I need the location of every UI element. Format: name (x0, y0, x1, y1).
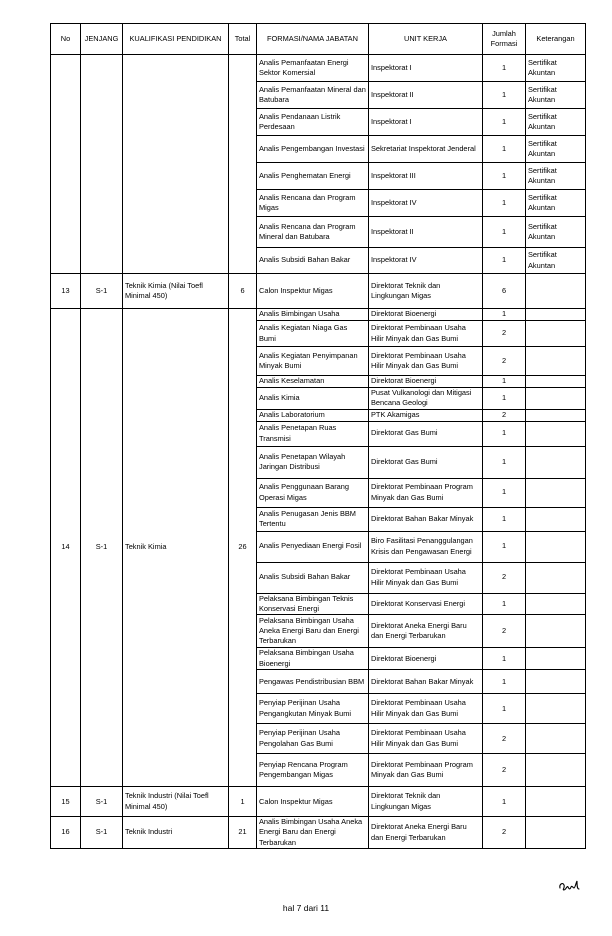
cell-keterangan: Sertifikat Akuntan (526, 136, 586, 163)
cell-jenjang (81, 55, 123, 274)
cell-keterangan: Sertifikat Akuntan (526, 248, 586, 274)
cell-keterangan (526, 670, 586, 694)
cell-keterangan (526, 615, 586, 648)
cell-jumlah: 2 (483, 321, 526, 347)
cell-keterangan (526, 694, 586, 724)
cell-jabatan: Analis Penetapan Wilayah Jaringan Distribusi (257, 446, 369, 478)
cell-unit: Inspektorat IV (369, 248, 483, 274)
table-row (51, 817, 586, 849)
cell-keterangan (526, 787, 586, 817)
cell-jabatan: Analis Pemanfaatan Mineral dan Batubara (257, 82, 369, 109)
cell-keterangan (526, 507, 586, 531)
cell-jumlah: 1 (483, 670, 526, 694)
cell-jumlah: 1 (483, 190, 526, 217)
cell-jumlah: 2 (483, 817, 526, 849)
cell-jumlah: 2 (483, 347, 526, 376)
cell-jabatan: Analis Laboratorium (257, 409, 369, 421)
cell-jumlah: 1 (483, 531, 526, 562)
cell-keterangan: Sertifikat Akuntan (526, 190, 586, 217)
cell-unit: Inspektorat III (369, 163, 483, 190)
cell-jabatan: Analis Rencana dan Program Mineral dan Batubara (257, 217, 369, 248)
cell-keterangan (526, 321, 586, 347)
cell-jumlah: 1 (483, 82, 526, 109)
header-formasi: FORMASI/NAMA JABATAN (257, 24, 369, 55)
cell-unit: Direktorat Konservasi Energi (369, 593, 483, 615)
cell-jabatan: Analis Pemanfaatan Energi Sektor Komersial (257, 55, 369, 82)
cell-unit: Direktorat Teknik dan Lingkungan Migas (369, 787, 483, 817)
cell-unit: Direktorat Pembinaan Program Minyak dan Gas Bumi (369, 754, 483, 787)
cell-jumlah: 1 (483, 694, 526, 724)
cell-jumlah: 2 (483, 724, 526, 754)
cell-jumlah: 1 (483, 248, 526, 274)
cell-jabatan: Analis Kegiatan Niaga Gas Bumi (257, 321, 369, 347)
cell-jabatan: Analis Bimbingan Usaha Aneka Energi Baru dan Energi Terbarukan (257, 817, 369, 849)
cell-jabatan: Analis Kegiatan Penyimpanan Minyak Bumi (257, 347, 369, 376)
cell-jabatan: Penyiap Rencana Program Pengembangan Migas (257, 754, 369, 787)
header-no: No (51, 24, 81, 55)
cell-jabatan: Analis Penghematan Energi (257, 163, 369, 190)
cell-unit: Biro Fasilitasi Penanggulangan Krisis dan Pengawasan Energi (369, 531, 483, 562)
header-unit: UNIT KERJA (369, 24, 483, 55)
cell-keterangan (526, 388, 586, 410)
cell-total (229, 55, 257, 274)
cell-jumlah: 6 (483, 274, 526, 309)
cell-no: 13 (51, 274, 81, 309)
cell-unit: Direktorat Bahan Bakar Minyak (369, 507, 483, 531)
cell-keterangan: Sertifikat Akuntan (526, 163, 586, 190)
cell-unit: Inspektorat I (369, 109, 483, 136)
cell-jenjang: S-1 (81, 787, 123, 817)
cell-keterangan: Sertifikat Akuntan (526, 109, 586, 136)
header-total: Total (229, 24, 257, 55)
cell-unit: Direktorat Gas Bumi (369, 421, 483, 446)
cell-keterangan (526, 724, 586, 754)
cell-unit: Direktorat Pembinaan Usaha Hilir Minyak dan Gas Bumi (369, 321, 483, 347)
cell-kualifikasi: Teknik Industri (123, 817, 229, 849)
cell-keterangan (526, 817, 586, 849)
cell-jumlah: 2 (483, 615, 526, 648)
cell-jenjang: S-1 (81, 817, 123, 849)
cell-unit: Inspektorat II (369, 82, 483, 109)
cell-no: 16 (51, 817, 81, 849)
cell-keterangan (526, 376, 586, 388)
cell-unit: Direktorat Bioenergi (369, 376, 483, 388)
cell-jabatan: Calon Inspektur Migas (257, 787, 369, 817)
formasi-table (50, 23, 586, 849)
cell-keterangan (526, 593, 586, 615)
cell-jabatan: Analis Keselamatan (257, 376, 369, 388)
cell-unit: Pusat Vulkanologi dan Mitigasi Bencana Geologi (369, 388, 483, 410)
cell-jabatan: Analis Penugasan Jenis BBM Tertentu (257, 507, 369, 531)
cell-jabatan: Analis Penyediaan Energi Fosil (257, 531, 369, 562)
cell-jabatan: Analis Rencana dan Program Migas (257, 190, 369, 217)
cell-jumlah: 1 (483, 163, 526, 190)
cell-jumlah: 2 (483, 562, 526, 593)
cell-unit: Direktorat Bahan Bakar Minyak (369, 670, 483, 694)
cell-keterangan (526, 648, 586, 670)
cell-unit: Direktorat Pembinaan Usaha Hilir Minyak dan Gas Bumi (369, 562, 483, 593)
header-row (51, 24, 586, 55)
cell-total: 1 (229, 787, 257, 817)
cell-keterangan (526, 446, 586, 478)
cell-kualifikasi: Teknik Kimia (123, 309, 229, 787)
cell-jabatan: Analis Penetapan Ruas Transmisi (257, 421, 369, 446)
cell-total: 6 (229, 274, 257, 309)
cell-keterangan (526, 347, 586, 376)
cell-jumlah: 1 (483, 309, 526, 321)
cell-jumlah: 1 (483, 217, 526, 248)
cell-jabatan: Analis Pengembangan Investasi (257, 136, 369, 163)
cell-jumlah: 1 (483, 446, 526, 478)
cell-jumlah: 1 (483, 376, 526, 388)
cell-keterangan: Sertifikat Akuntan (526, 217, 586, 248)
cell-jabatan: Analis Subsidi Bahan Bakar (257, 562, 369, 593)
table-row (51, 274, 586, 309)
cell-unit: Direktorat Bioenergi (369, 648, 483, 670)
cell-jumlah: 1 (483, 648, 526, 670)
cell-jabatan: Calon Inspektur Migas (257, 274, 369, 309)
cell-keterangan (526, 409, 586, 421)
cell-keterangan (526, 531, 586, 562)
cell-jabatan: Penyiap Perijinan Usaha Pengangkutan Minyak Bumi (257, 694, 369, 724)
cell-total: 26 (229, 309, 257, 787)
cell-jumlah: 1 (483, 55, 526, 82)
cell-jumlah: 1 (483, 593, 526, 615)
cell-kualifikasi: Teknik Industri (Nilai Toefl Minimal 450) (123, 787, 229, 817)
cell-jumlah: 1 (483, 421, 526, 446)
header-kualifikasi: KUALIFIKASI PENDIDIKAN (123, 24, 229, 55)
cell-no: 14 (51, 309, 81, 787)
cell-unit: Inspektorat II (369, 217, 483, 248)
page-number: hal 7 dari 11 (282, 903, 330, 913)
cell-jabatan: Analis Subsidi Bahan Bakar (257, 248, 369, 274)
cell-jabatan: Analis Pendanaan Listrik Perdesaan (257, 109, 369, 136)
cell-keterangan (526, 754, 586, 787)
cell-jabatan: Penyiap Perijinan Usaha Pengolahan Gas Bumi (257, 724, 369, 754)
cell-no: 15 (51, 787, 81, 817)
cell-keterangan (526, 562, 586, 593)
cell-jenjang: S-1 (81, 309, 123, 787)
table-row (51, 55, 586, 82)
cell-unit: Sekretariat Inspektorat Jenderal (369, 136, 483, 163)
cell-keterangan (526, 274, 586, 309)
cell-unit: Direktorat Pembinaan Usaha Hilir Minyak dan Gas Bumi (369, 694, 483, 724)
cell-jumlah: 1 (483, 136, 526, 163)
header-jumlah: Jumlah Formasi (483, 24, 526, 55)
cell-unit: Direktorat Gas Bumi (369, 446, 483, 478)
cell-jabatan: Pelaksana Bimbingan Usaha Bioenergi (257, 648, 369, 670)
cell-keterangan (526, 309, 586, 321)
cell-jumlah: 1 (483, 478, 526, 507)
cell-kualifikasi: Teknik Kimia (Nilai Toefl Minimal 450) (123, 274, 229, 309)
cell-jumlah: 1 (483, 109, 526, 136)
cell-unit: Inspektorat IV (369, 190, 483, 217)
header-jenjang: JENJANG (81, 24, 123, 55)
cell-unit: Direktorat Aneka Energi Baru dan Energi Terbarukan (369, 615, 483, 648)
cell-unit: Direktorat Pembinaan Program Minyak dan Gas Bumi (369, 478, 483, 507)
cell-jumlah: 1 (483, 507, 526, 531)
header-keterangan: Keterangan (526, 24, 586, 55)
cell-jumlah: 1 (483, 388, 526, 410)
cell-keterangan (526, 478, 586, 507)
cell-no (51, 55, 81, 274)
cell-unit: Direktorat Bioenergi (369, 309, 483, 321)
cell-jabatan: Analis Kimia (257, 388, 369, 410)
cell-jabatan: Pelaksana Bimbingan Usaha Aneka Energi Baru dan Energi Terbarukan (257, 615, 369, 648)
cell-jabatan: Pengawas Pendistribusian BBM (257, 670, 369, 694)
table-row (51, 309, 586, 321)
cell-jabatan: Analis Bimbingan Usaha (257, 309, 369, 321)
cell-keterangan: Sertifikat Akuntan (526, 82, 586, 109)
cell-unit: Direktorat Pembinaan Usaha Hilir Minyak dan Gas Bumi (369, 347, 483, 376)
cell-total: 21 (229, 817, 257, 849)
cell-unit: Direktorat Pembinaan Usaha Hilir Minyak dan Gas Bumi (369, 724, 483, 754)
cell-jenjang: S-1 (81, 274, 123, 309)
cell-unit: PTK Akamigas (369, 409, 483, 421)
cell-unit: Direktorat Aneka Energi Baru dan Energi Terbarukan (369, 817, 483, 849)
table-row (51, 787, 586, 817)
cell-kualifikasi (123, 55, 229, 274)
cell-unit: Direktorat Teknik dan Lingkungan Migas (369, 274, 483, 309)
cell-jumlah: 1 (483, 787, 526, 817)
cell-unit: Inspektorat I (369, 55, 483, 82)
cell-keterangan (526, 421, 586, 446)
cell-keterangan: Sertifikat Akuntan (526, 55, 586, 82)
signature-initial (558, 879, 580, 893)
cell-jumlah: 2 (483, 754, 526, 787)
cell-jabatan: Pelaksana Bimbingan Teknis Konservasi Energi (257, 593, 369, 615)
cell-jabatan: Analis Penggunaan Barang Operasi Migas (257, 478, 369, 507)
cell-jumlah: 2 (483, 409, 526, 421)
